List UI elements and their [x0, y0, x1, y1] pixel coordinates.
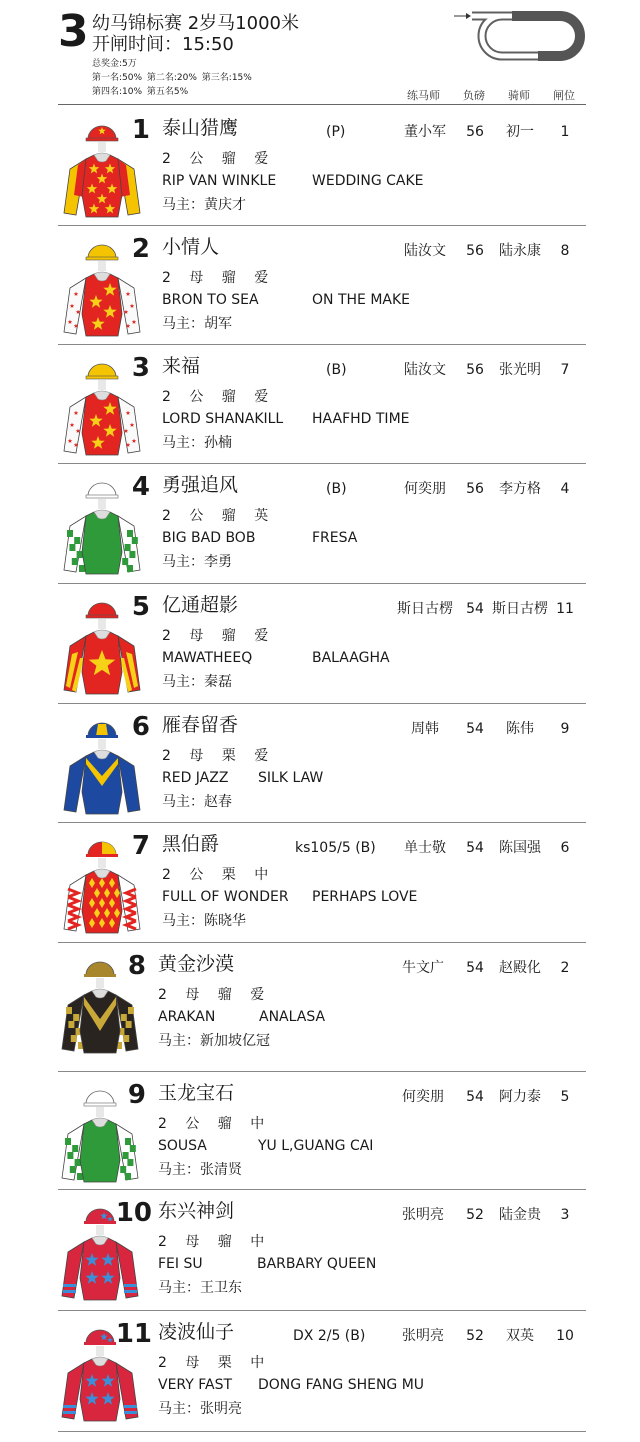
horse-info: 2 母 骝 爱: [162, 270, 273, 286]
runner-number: 7: [131, 831, 150, 861]
carried-weight: 54: [466, 1089, 484, 1105]
sire-name: BIG BAD BOB: [162, 530, 256, 546]
runner-row-8: [0, 943, 640, 1072]
runner-row-1: [0, 107, 640, 226]
horse-name: 勇强追风: [162, 474, 239, 496]
trainer-name: 张明亮: [402, 1207, 444, 1223]
dam-name: FRESA: [312, 530, 358, 546]
horse-info: 2 母 骝 爱: [162, 628, 273, 644]
runner-number: 11: [115, 1319, 152, 1349]
jockey-name: 阿力泰: [499, 1089, 541, 1105]
runner-number: 1: [131, 115, 150, 145]
carried-weight: 54: [466, 960, 484, 976]
horse-name: 亿通超影: [162, 594, 239, 616]
horse-info: 2 公 栗 中: [162, 867, 273, 883]
trainer-name: 周韩: [411, 721, 439, 737]
trainer-name: 张明亮: [402, 1328, 444, 1344]
gate-number: 9: [560, 721, 570, 737]
sire-name: FEI SU: [158, 1256, 203, 1272]
jockey-name: 双英: [506, 1328, 534, 1344]
trainer-name: 单士敬: [404, 840, 446, 856]
sire-name: SOUSA: [158, 1138, 207, 1154]
col-trainer: 练马师: [407, 89, 440, 102]
dam-name: BARBARY QUEEN: [257, 1256, 377, 1272]
owner-name: 马主：陈晓华: [162, 913, 246, 929]
runner-row-4: [0, 464, 640, 584]
col-jockey: 骑师: [508, 89, 530, 102]
sire-name: BRON TO SEA: [162, 292, 259, 308]
horse-name: 泰山猎鹰: [162, 117, 239, 139]
sire-name: FULL OF WONDER: [162, 889, 289, 905]
runner-number: 8: [127, 951, 146, 981]
gate-number: 11: [556, 601, 574, 617]
horse-name: 雁春留香: [162, 714, 239, 736]
owner-name: 马主：张清贤: [158, 1162, 242, 1178]
runner-row-11: [0, 1311, 640, 1431]
sire-name: RIP VAN WINKLE: [162, 173, 277, 189]
jockey-name: 陈国强: [499, 840, 541, 856]
runner-number: 6: [131, 712, 150, 742]
horse-info: 2 公 骝 中: [158, 1116, 269, 1132]
carried-weight: 54: [466, 721, 484, 737]
gate-number: 1: [560, 124, 570, 140]
carried-weight: 56: [466, 481, 484, 497]
trainer-name: 陆汝文: [404, 243, 446, 259]
gate-number: 2: [560, 960, 570, 976]
equipment-note: (P): [326, 124, 346, 140]
runner-row-10: [0, 1190, 640, 1311]
gate-number: 3: [560, 1207, 570, 1223]
horse-name: 凌波仙子: [158, 1321, 235, 1343]
owner-name: 马主：张明亮: [158, 1401, 242, 1417]
owner-name: 马主：新加坡亿冠: [158, 1033, 270, 1049]
sire-name: LORD SHANAKILL: [162, 411, 284, 427]
race-number: 3: [58, 6, 89, 57]
trainer-name: 何奕朋: [402, 1089, 444, 1105]
runner-number: 9: [127, 1080, 146, 1110]
gate-number: 10: [556, 1328, 574, 1344]
dam-name: YU L,GUANG CAI: [258, 1138, 374, 1154]
header-divider: [58, 104, 586, 105]
runner-row-5: [0, 584, 640, 704]
owner-name: 马主：李勇: [162, 554, 232, 570]
jockey-name: 赵殿化: [499, 960, 541, 976]
dam-name: HAAFHD TIME: [312, 411, 410, 427]
trainer-name: 董小军: [404, 124, 446, 140]
sire-name: ARAKAN: [158, 1009, 216, 1025]
horse-info: 2 公 骝 英: [162, 508, 273, 524]
dam-name: DONG FANG SHENG MU: [258, 1377, 425, 1393]
dam-name: ON THE MAKE: [312, 292, 410, 308]
equipment-note: DX 2/5 (B): [293, 1328, 366, 1344]
horse-name: 玉龙宝石: [158, 1082, 235, 1104]
race-header: [0, 0, 640, 110]
horse-name: 黄金沙漠: [158, 953, 235, 975]
runner-row-6: [0, 704, 640, 823]
carried-weight: 54: [466, 601, 484, 617]
row-divider: [58, 1431, 586, 1432]
runner-number: 3: [131, 353, 150, 383]
equipment-note: ks105/5 (B): [295, 840, 376, 856]
jockey-name: 初一: [506, 124, 534, 140]
trainer-name: 斯日古楞: [397, 601, 453, 617]
horse-info: 2 母 栗 中: [158, 1355, 269, 1371]
runner-number: 4: [131, 472, 150, 502]
dam-name: BALAAGHA: [312, 650, 390, 666]
horse-name: 黑伯爵: [162, 833, 220, 855]
col-weight: 负磅: [463, 89, 485, 102]
runner-number: 5: [131, 592, 150, 622]
trainer-name: 何奕朋: [404, 481, 446, 497]
horse-info: 2 公 骝 爱: [162, 389, 273, 405]
horse-info: 2 母 栗 爱: [162, 748, 273, 764]
dam-name: SILK LAW: [258, 770, 324, 786]
owner-name: 马主：王卫东: [158, 1280, 242, 1296]
dam-name: WEDDING CAKE: [312, 173, 424, 189]
trainer-name: 牛文广: [402, 960, 444, 976]
jockey-name: 陆金贵: [499, 1207, 541, 1223]
carried-weight: 56: [466, 362, 484, 378]
prize-split-1: 第一名:50% 第二名:20% 第三名:15%: [92, 73, 252, 83]
gate-number: 4: [560, 481, 570, 497]
carried-weight: 52: [466, 1328, 484, 1344]
race-title: 幼马锦标赛 2岁马1000米: [92, 13, 299, 34]
gate-number: 7: [560, 362, 570, 378]
horse-info: 2 母 骝 中: [158, 1234, 269, 1250]
horse-info: 2 公 骝 爱: [162, 151, 273, 167]
owner-name: 马主：黄庆才: [162, 197, 246, 213]
total-prize: 总奖金:5万: [92, 59, 137, 69]
horse-name: 东兴神剑: [158, 1200, 235, 1222]
runner-row-2: [0, 226, 640, 345]
prize-split-2: 第四名:10% 第五名5%: [92, 87, 189, 97]
carried-weight: 54: [466, 840, 484, 856]
equipment-note: (B): [326, 362, 347, 378]
gate-number: 5: [560, 1089, 570, 1105]
horse-name: 小情人: [162, 236, 220, 258]
jockey-name: 陈伟: [506, 721, 534, 737]
dam-name: PERHAPS LOVE: [312, 889, 418, 905]
owner-name: 马主：孙楠: [162, 435, 232, 451]
owner-name: 马主：胡军: [162, 316, 232, 332]
runner-row-9: [0, 1072, 640, 1190]
jockey-name: 李方格: [499, 481, 541, 497]
carried-weight: 56: [466, 124, 484, 140]
trainer-name: 陆汝文: [404, 362, 446, 378]
carried-weight: 56: [466, 243, 484, 259]
owner-name: 马主：赵春: [162, 794, 232, 810]
gate-number: 8: [560, 243, 570, 259]
col-gate: 闸位: [553, 89, 575, 102]
carried-weight: 52: [466, 1207, 484, 1223]
sire-name: RED JAZZ: [162, 770, 229, 786]
runner-row-3: [0, 345, 640, 464]
gate-number: 6: [560, 840, 570, 856]
horse-info: 2 母 骝 爱: [158, 987, 269, 1003]
sire-name: VERY FAST: [158, 1377, 233, 1393]
runner-row-7: [0, 823, 640, 943]
track-diagram-icon: [452, 8, 592, 66]
race-start-time: 开闸时间：15:50: [92, 34, 234, 55]
jockey-name: 斯日古楞: [492, 601, 548, 617]
dam-name: ANALASA: [259, 1009, 326, 1025]
jockey-name: 张光明: [499, 362, 541, 378]
sire-name: MAWATHEEQ: [162, 650, 253, 666]
owner-name: 马主：秦磊: [162, 674, 232, 690]
horse-name: 来福: [162, 355, 201, 377]
jockey-name: 陆永康: [499, 243, 541, 259]
runner-number: 10: [115, 1198, 152, 1228]
equipment-note: (B): [326, 481, 347, 497]
runner-number: 2: [131, 234, 150, 264]
